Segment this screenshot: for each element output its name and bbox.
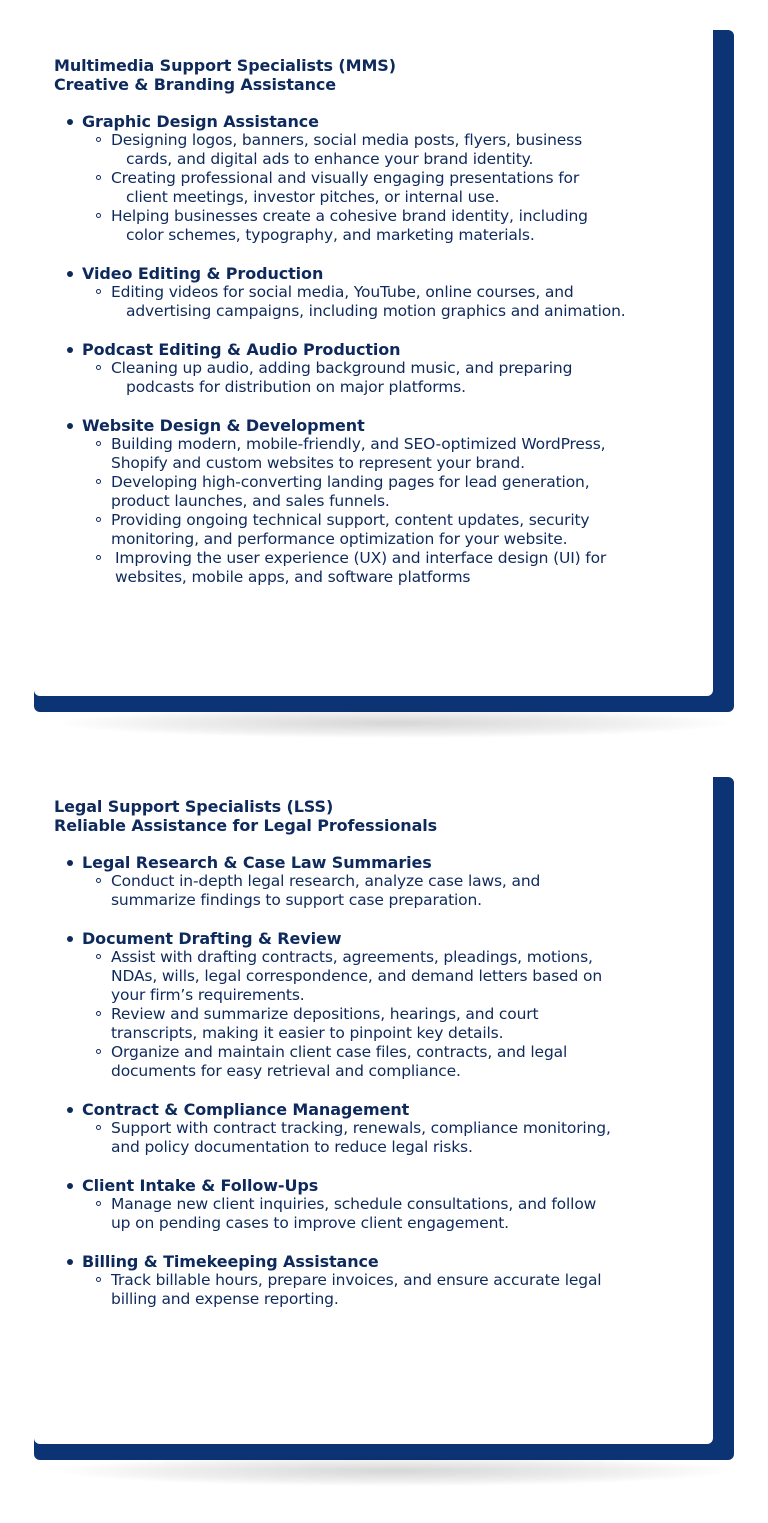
service-point: Assist with drafting contracts, agreements, pleadings, motions, NDAs, wills, legal correspondence, and demand letters based on your firm’s requirements. — [111, 948, 693, 1005]
card-body — [34, 755, 713, 1444]
section-title: Multimedia Support Specialists (MMS) — [54, 56, 396, 75]
section-title: Legal Support Specialists (LSS) — [54, 797, 334, 816]
service-point: Designing logos, banners, social media posts, flyers, business cards, and digital ads to enhance your brand identity. — [111, 131, 693, 169]
service-item-website-design — [82, 416, 693, 587]
service-item-podcast-editing — [82, 340, 693, 397]
service-point: Organize and maintain client case files, contracts, and legal documents for easy retrieval and compliance. — [111, 1043, 693, 1081]
section-subtitle: Reliable Assistance for Legal Professionals — [54, 816, 438, 835]
service-title: Billing & Timekeeping Assistance — [82, 1252, 379, 1271]
service-item-document-drafting — [82, 929, 693, 1081]
card-body — [34, 0, 713, 696]
service-title: Video Editing & Production — [82, 264, 324, 283]
service-title: Website Design & Development — [82, 416, 365, 435]
service-title: Document Drafting & Review — [82, 929, 342, 948]
service-item-billing — [82, 1252, 693, 1309]
service-point: Building modern, mobile-friendly, and SEO-optimized WordPress, Shopify and custom websites to represent your brand. — [111, 435, 693, 473]
service-point: Cleaning up audio, adding background music, and preparing podcasts for distribution on major platforms. — [111, 359, 693, 397]
service-point: Editing videos for social media, YouTube, online courses, and advertising campaigns, including motion graphics and animation. — [111, 283, 693, 321]
mms-card — [34, 30, 734, 712]
service-list — [54, 853, 693, 1309]
service-title: Legal Research & Case Law Summaries — [82, 853, 432, 872]
service-title: Podcast Editing & Audio Production — [82, 340, 401, 359]
service-item-graphic-design — [82, 112, 693, 245]
service-point: Helping businesses create a cohesive brand identity, including color schemes, typography, and marketing materials. — [111, 207, 693, 245]
service-point: Providing ongoing technical support, content updates, security monitoring, and performance optimization for your website. — [111, 511, 693, 549]
section-heading — [54, 56, 693, 94]
service-point: Creating professional and visually engaging presentations for client meetings, investor pitches, or internal use. — [111, 169, 693, 207]
service-point: Improving the user experience (UX) and interface design (UI) for websites, mobile apps, and software platforms — [111, 549, 693, 587]
service-point: Review and summarize depositions, hearings, and court transcripts, making it easier to pinpoint key details. — [111, 1005, 693, 1043]
service-item-video-editing — [82, 264, 693, 321]
card-shadow — [60, 708, 728, 738]
service-point: Developing high-converting landing pages for lead generation, product launches, and sales funnels. — [111, 473, 693, 511]
service-point: Conduct in-depth legal research, analyze case laws, and summarize findings to support case preparation. — [111, 872, 693, 910]
service-point: Track billable hours, prepare invoices, and ensure accurate legal billing and expense reporting. — [111, 1271, 693, 1309]
service-item-legal-research — [82, 853, 693, 910]
service-item-client-intake — [82, 1176, 693, 1233]
lss-card — [34, 777, 734, 1460]
section-heading — [54, 797, 693, 835]
service-title: Client Intake & Follow-Ups — [82, 1176, 319, 1195]
service-item-contract-compliance — [82, 1100, 693, 1157]
service-title: Graphic Design Assistance — [82, 112, 319, 131]
service-title: Contract & Compliance Management — [82, 1100, 410, 1119]
card-shadow — [60, 1456, 728, 1486]
service-list — [54, 112, 693, 587]
service-point: Manage new client inquiries, schedule consultations, and follow up on pending cases to improve client engagement. — [111, 1195, 693, 1233]
service-point: Support with contract tracking, renewals, compliance monitoring, and policy documentation to reduce legal risks. — [111, 1119, 693, 1157]
section-subtitle: Creative & Branding Assistance — [54, 75, 337, 94]
